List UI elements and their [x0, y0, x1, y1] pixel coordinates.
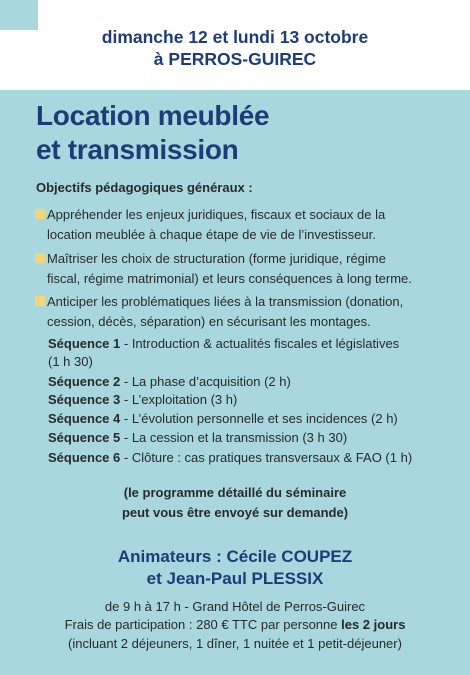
objectives-heading: Objectifs pédagogiques généraux : — [36, 180, 253, 195]
sequence-text: - Introduction & actualités fiscales et législatives — [120, 336, 400, 351]
objective-line: fiscal, régime matrimonial) et leurs conséquences à long terme. — [47, 271, 412, 286]
animators-line-1: Animateurs : Cécile COUPEZ — [117, 547, 353, 566]
program-note-line-2: peut vous être envoyé sur demande) — [121, 505, 349, 520]
fees-duration: les 2 jours — [341, 617, 406, 632]
square-bullet-icon — [35, 209, 45, 219]
event-location: à PERROS-GUIREC — [153, 49, 317, 69]
sequence-item — [48, 449, 448, 467]
sequence-text: - L’exploitation (3 h) — [120, 392, 238, 407]
fees-includes: (incluant 2 déjeuners, 1 dîner, 1 nuitée et 1 petit-déjeuner) — [68, 636, 402, 651]
page-title-line-2: et transmission — [36, 134, 239, 165]
objective-line: location meublée à chaque étape de vie de l’investisseur. — [47, 227, 376, 242]
program-note-line-1: (le programme détaillé du séminaire — [123, 485, 347, 500]
sequence-text: - La cession et la transmission (3 h 30) — [120, 430, 348, 445]
sequence-text: - Clôture : cas pratiques transversaux & FAO (1 h) — [120, 450, 413, 465]
objective-line: cession, décès, séparation) en sécurisant les montages. — [47, 314, 371, 329]
schedule-venue: de 9 h à 17 h - Grand Hôtel de Perros-Guirec — [104, 599, 366, 614]
sequence-continuation: (1 h 30) — [48, 354, 93, 369]
sequence-item — [48, 373, 448, 391]
sequence-label: Séquence 5 — [48, 430, 121, 445]
sequence-label: Séquence 3 — [48, 392, 121, 407]
objective-line: Appréhender les enjeux juridiques, fiscaux et sociaux de la — [47, 207, 386, 222]
participation-fees — [0, 615, 470, 634]
sequence-item — [48, 335, 448, 353]
corner-accent-square — [0, 0, 38, 30]
square-bullet-icon — [35, 253, 45, 263]
objective-line: Maîtriser les choix de structuration (forme juridique, régime — [47, 251, 386, 266]
sequence-label: Séquence 1 — [48, 336, 121, 351]
fees-text: Frais de participation : 280 € TTC par personne — [64, 617, 342, 632]
animators-line-2: et Jean-Paul PLESSIX — [146, 569, 324, 588]
objective-line: Anticiper les problématiques liées à la transmission (donation, — [47, 294, 404, 309]
sequence-label: Séquence 2 — [48, 374, 121, 389]
sequence-item — [48, 391, 448, 409]
square-bullet-icon — [35, 296, 45, 306]
sequence-item — [48, 410, 448, 428]
event-date: dimanche 12 et lundi 13 octobre — [101, 27, 369, 47]
sequence-text: - La phase d’acquisition (2 h) — [120, 374, 291, 389]
sequence-label: Séquence 4 — [48, 411, 121, 426]
page-title-line-1: Location meublée — [36, 100, 270, 131]
sequence-item — [48, 429, 448, 447]
sequence-text: - L’évolution personnelle et ses incidences (2 h) — [120, 411, 398, 426]
sequence-label: Séquence 6 — [48, 450, 121, 465]
